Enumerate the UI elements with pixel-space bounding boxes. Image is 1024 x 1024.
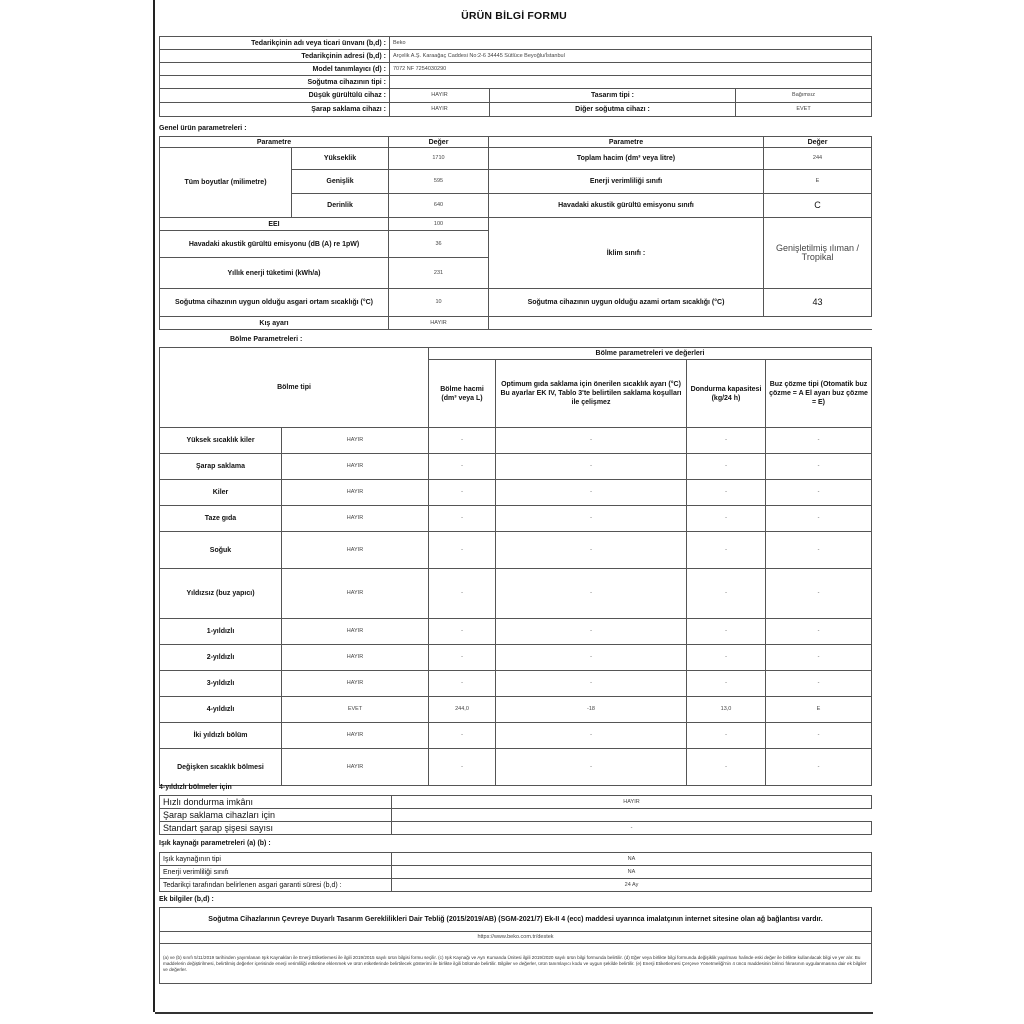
light-class-value: NA <box>392 866 872 879</box>
height-label: Yükseklik <box>292 148 389 170</box>
supplier-table <box>159 36 872 117</box>
model-label: Model tanımlayıcı (d) : <box>160 63 390 76</box>
winter-setting-value: HAYIR <box>389 317 489 330</box>
compartment-name: Yıldızsız (buz yapıcı) <box>160 569 282 619</box>
noise-class-label: Havadaki akustik gürültü emisyonu sınıfı <box>489 194 764 218</box>
climate-class-label: İklim sınıfı : <box>489 218 764 289</box>
dimensions-label: Tüm boyutlar (milimetre) <box>160 148 292 218</box>
general-params-table <box>159 136 872 330</box>
compartment-capacity: - <box>687 506 766 532</box>
supplier-address-label: Tedarikçinin adresi (b,d) : <box>160 50 390 63</box>
blank-cell <box>392 809 872 822</box>
compartment-volume: - <box>429 723 496 749</box>
supplier-row <box>160 63 872 76</box>
compartment-volume: - <box>429 645 496 671</box>
supplier-name-value: Beko <box>390 37 872 50</box>
design-type-value: Bağımsız <box>736 89 872 103</box>
supplier-address-value: Arçelik A.Ş. Karaağaç Caddesi No:2-6 34445 Sütlüce Beyoğlu/İstanbul <box>390 50 872 63</box>
energy-class-value: E <box>764 170 872 194</box>
extra-info-table <box>159 907 872 984</box>
defrost-type-header: Buz çözme tipi (Otomatik buz çözme = A El ayarı buz çözme = E) <box>766 360 872 428</box>
height-value: 1710 <box>389 148 489 170</box>
param-header: Parametre <box>160 137 389 148</box>
four-star-table <box>159 795 872 835</box>
total-volume-label: Toplam hacim (dm³ veya litre) <box>489 148 764 170</box>
compartment-temp: - <box>496 619 687 645</box>
compartment-volume: - <box>429 428 496 454</box>
noise-class-value: C <box>764 194 872 218</box>
eei-label: EEI <box>160 218 389 231</box>
compartment-defrost: - <box>766 506 872 532</box>
warranty-label: Tedarikçi tarafından belirlenen asgari garanti süresi (b,d) : <box>160 879 392 892</box>
wine-storage-label: Şarap saklama cihazı : <box>160 103 390 117</box>
compartment-present: HAYIR <box>282 454 429 480</box>
low-noise-label: Düşük gürültülü cihaz : <box>160 89 390 103</box>
four-star-heading: 4-yıldızlı bölmeler için <box>159 784 232 791</box>
compartment-name: Şarap saklama <box>160 454 282 480</box>
blank-cell <box>489 317 872 330</box>
compartment-name: 3-yıldızlı <box>160 671 282 697</box>
width-label: Genişlik <box>292 170 389 194</box>
light-type-label: Işık kaynağının tipi <box>160 853 392 866</box>
compartment-temp: - <box>496 569 687 619</box>
climate-class-value: Genişletilmiş ılıman / Tropikal <box>764 218 872 289</box>
compartment-temp: - <box>496 480 687 506</box>
compartment-volume: - <box>429 480 496 506</box>
supplier-row <box>160 89 872 103</box>
compartment-temp: - <box>496 532 687 569</box>
compartment-name: Değişken sıcaklık bölmesi <box>160 749 282 786</box>
compartment-present: HAYIR <box>282 723 429 749</box>
winter-setting-label: Kış ayarı <box>160 317 389 330</box>
light-type-value: NA <box>392 853 872 866</box>
value-header: Değer <box>389 137 489 148</box>
supplier-name-label: Tedarikçinin adı veya ticari ünvanı (b,d) : <box>160 37 390 50</box>
model-value: 7072 NF 7254030290 <box>390 63 872 76</box>
max-temp-label: Soğutma cihazının uygun olduğu azami ortam sıcaklığı (°C) <box>489 289 764 317</box>
max-temp-value: 43 <box>764 289 872 317</box>
compartment-defrost: - <box>766 723 872 749</box>
compartment-present: HAYIR <box>282 749 429 786</box>
compartment-temp-header: Optimum gıda saklama için önerilen sıcaklık ayarı (°C) Bu ayarlar EK IV, Tablo 3'te belirtilen saklama koşulları ile çelişmez <box>496 360 687 428</box>
compartment-name: Soğuk <box>160 532 282 569</box>
compartment-row <box>160 645 872 671</box>
energy-class-label: Enerji verimliliği sınıfı <box>489 170 764 194</box>
annual-energy-value: 231 <box>389 258 489 289</box>
wine-bottles-value: - <box>392 822 872 835</box>
compartment-defrost: - <box>766 480 872 506</box>
compartment-defrost: - <box>766 619 872 645</box>
other-appliance-label: Diğer soğutma cihazı : <box>490 103 736 117</box>
annual-energy-label: Yıllık enerji tüketimi (kWh/a) <box>160 258 389 289</box>
compartment-present: HAYIR <box>282 480 429 506</box>
compartment-row <box>160 671 872 697</box>
compartment-group-header: Bölme parametreleri ve değerleri <box>429 348 872 360</box>
compartment-row <box>160 428 872 454</box>
footnotes: (a) ve (b) sınıfı 5/11/2019 tarihinden yayımlanan Işık Kaynakları ile Enerji Etiketlemesi ile ilgili 2019/2015 sayılı ürün bilgisi formu seçilir. (c) Işık Kaynağı ve Ayrı Kumanda Ünitesi ilgili 2019/2020 sayılı ürün bilgi formunda belirtilir. (d) Eğer veya birlikte bilgi formunda değişiklik yapılması halinde eski değer ile birlikte kullanılacak bilgi ve yer alır. Bu maddelerin değiştirilmesi, belirtilmiş değerler içerisinde enerji verimliliği etiketine eklenmek ve ürün etiketlerinde belirtilecek gösterimi ile birlikte ilgili bölümde belirtilir. Bilgiler ve değerler, ürün tanımlayıcı kodu ve uygun şekilde belirtilir. (e) Enerji Etiketlemesi Çerçeve Yönetmeliği'nin 4 üncü maddesinin birinci fıkrasının uygulanmasına dair ek bilgiler ve değerler. <box>160 944 872 984</box>
compartment-present: EVET <box>282 697 429 723</box>
compartment-temp: - <box>496 749 687 786</box>
compartment-defrost: - <box>766 671 872 697</box>
min-temp-value: 10 <box>389 289 489 317</box>
compartment-capacity: - <box>687 532 766 569</box>
compartment-volume: - <box>429 671 496 697</box>
compartment-row <box>160 619 872 645</box>
compartment-name: Kiler <box>160 480 282 506</box>
min-temp-label: Soğutma cihazının uygun olduğu asgari ortam sıcaklığı (°C) <box>160 289 389 317</box>
compartment-name: 1-yıldızlı <box>160 619 282 645</box>
compartment-capacity: - <box>687 749 766 786</box>
compartment-defrost: - <box>766 454 872 480</box>
compartment-temp: - <box>496 671 687 697</box>
compartment-defrost: - <box>766 569 872 619</box>
light-class-label: Enerji verimliliği sınıfı <box>160 866 392 879</box>
noise-label: Havadaki akustik gürültü emisyonu (dB (A) re 1pW) <box>160 231 389 258</box>
supplier-row <box>160 76 872 89</box>
width-value: 595 <box>389 170 489 194</box>
compartment-volume: - <box>429 506 496 532</box>
extra-info-heading: Ek bilgiler (b,d) : <box>159 896 214 903</box>
param-header: Parametre <box>489 137 764 148</box>
supplier-row <box>160 103 872 117</box>
compartment-present: HAYIR <box>282 569 429 619</box>
supplier-row <box>160 37 872 50</box>
total-volume-value: 244 <box>764 148 872 170</box>
value-header: Değer <box>764 137 872 148</box>
compartment-capacity: - <box>687 671 766 697</box>
compartment-capacity: - <box>687 480 766 506</box>
document-page <box>153 0 873 1012</box>
compartment-row <box>160 749 872 786</box>
compartment-temp: - <box>496 645 687 671</box>
compartment-present: HAYIR <box>282 532 429 569</box>
compartment-capacity: - <box>687 645 766 671</box>
wine-bottles-label: Standart şarap şişesi sayısı <box>160 822 392 835</box>
compartment-capacity: - <box>687 723 766 749</box>
design-type-label: Tasarım tipi : <box>490 89 736 103</box>
compartment-volume: - <box>429 749 496 786</box>
supplier-row <box>160 50 872 63</box>
compartment-temp: - <box>496 723 687 749</box>
eei-value: 100 <box>389 218 489 231</box>
wine-appliance-heading: Şarap saklama cihazları için <box>160 809 392 822</box>
quick-freeze-value: HAYIR <box>392 796 872 809</box>
compartment-row <box>160 506 872 532</box>
compartment-capacity: - <box>687 454 766 480</box>
compartment-name: 2-yıldızlı <box>160 645 282 671</box>
other-appliance-value: EVET <box>736 103 872 117</box>
compartment-defrost: - <box>766 428 872 454</box>
light-source-table <box>159 852 872 892</box>
compartment-name: 4-yıldızlı <box>160 697 282 723</box>
compartment-volume-header: Bölme hacmi (dm³ veya L) <box>429 360 496 428</box>
regulation-notice: Soğutma Cihazlarının Çevreye Duyarlı Tasarım Gereklilikleri Dair Tebliğ (2015/2019/AB) (SGM-2021/7) Ek-II 4 (ecc) maddesi uyarınca imalatçının internet sitesine olan ağ bağlantısı vardır. <box>160 908 872 932</box>
compartment-volume: 244,0 <box>429 697 496 723</box>
compartment-row <box>160 454 872 480</box>
compartment-capacity: - <box>687 569 766 619</box>
depth-label: Derinlik <box>292 194 389 218</box>
compartment-present: HAYIR <box>282 506 429 532</box>
appliance-type-value <box>390 76 872 89</box>
compartment-volume: - <box>429 569 496 619</box>
compartment-present: HAYIR <box>282 645 429 671</box>
wine-storage-value: HAYIR <box>390 103 490 117</box>
compartment-row <box>160 723 872 749</box>
compartment-params-heading: Bölme Parametreleri : <box>230 336 303 343</box>
compartment-name: İki yıldızlı bölüm <box>160 723 282 749</box>
noise-value: 36 <box>389 231 489 258</box>
compartment-row <box>160 569 872 619</box>
compartment-defrost: - <box>766 645 872 671</box>
appliance-type-label: Soğutma cihazının tipi : <box>160 76 390 89</box>
quick-freeze-label: Hızlı dondurma imkânı <box>160 796 392 809</box>
compartment-volume: - <box>429 454 496 480</box>
compartment-capacity: - <box>687 619 766 645</box>
compartment-defrost: E <box>766 697 872 723</box>
compartment-temp: - <box>496 428 687 454</box>
support-link[interactable]: https://www.beko.com.tr/destek <box>160 932 872 944</box>
compartment-defrost: - <box>766 749 872 786</box>
compartment-row <box>160 532 872 569</box>
compartment-row <box>160 480 872 506</box>
compartment-present: HAYIR <box>282 619 429 645</box>
compartment-capacity: 13,0 <box>687 697 766 723</box>
compartment-name: Taze gıda <box>160 506 282 532</box>
compartment-row <box>160 697 872 723</box>
compartment-table <box>159 347 872 786</box>
compartment-capacity: - <box>687 428 766 454</box>
form-title: ÜRÜN BİLGİ FORMU <box>461 10 567 22</box>
compartment-volume: - <box>429 619 496 645</box>
compartment-temp: -18 <box>496 697 687 723</box>
low-noise-value: HAYIR <box>390 89 490 103</box>
compartment-temp: - <box>496 506 687 532</box>
general-params-heading: Genel ürün parametreleri : <box>159 125 247 132</box>
compartment-type-header: Bölme tipi <box>160 348 429 428</box>
compartment-name: Yüksek sıcaklık kiler <box>160 428 282 454</box>
compartment-present: HAYIR <box>282 428 429 454</box>
depth-value: 640 <box>389 194 489 218</box>
compartment-rows <box>160 428 872 786</box>
light-source-heading: Işık kaynağı parametreleri (a) (b) : <box>159 840 271 847</box>
compartment-defrost: - <box>766 532 872 569</box>
compartment-volume: - <box>429 532 496 569</box>
compartment-temp: - <box>496 454 687 480</box>
warranty-value: 24 Ay <box>392 879 872 892</box>
compartment-present: HAYIR <box>282 671 429 697</box>
freezing-capacity-header: Dondurma kapasitesi (kg/24 h) <box>687 360 766 428</box>
